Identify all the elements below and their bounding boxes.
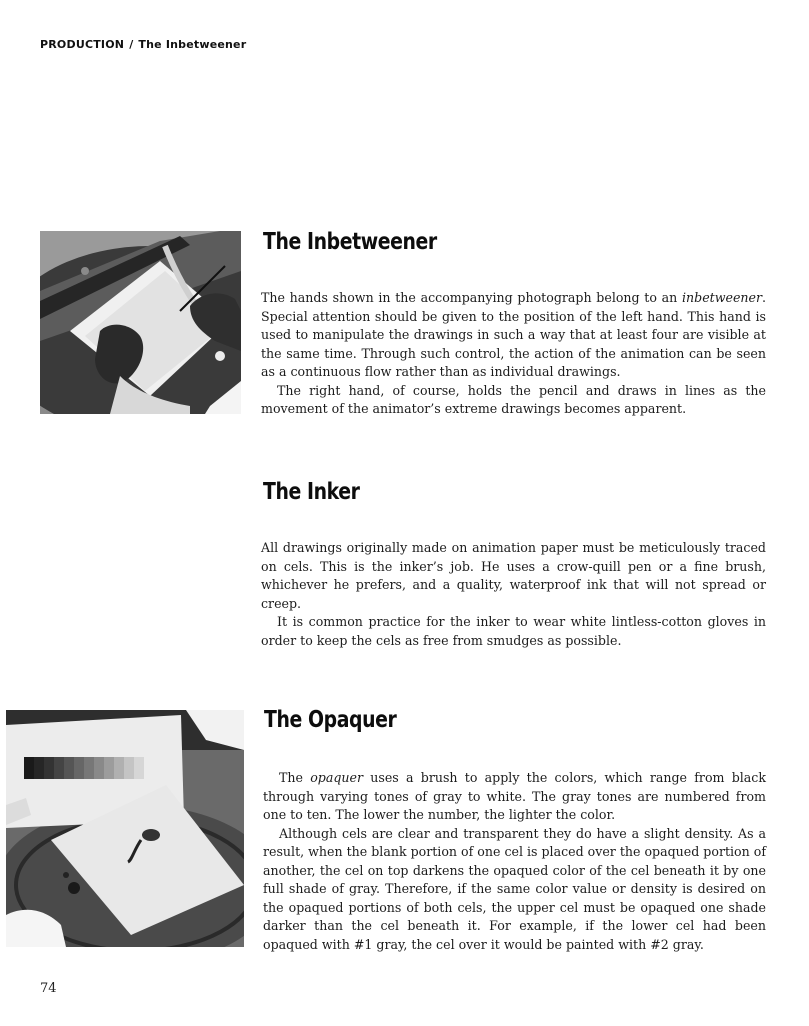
paragraph-text: The hands shown in the accompanying photograph belong to an [261, 290, 682, 305]
section-title-opaquer: The Opaquer [264, 707, 397, 733]
paragraph-text: . Special attention should be given to the position of the left hand. This hand is used to manipulate the drawings in such a way that at least four are visible at the same time. Through such control, the action of the animation can be seen as a continuous flow rather than as individual drawings. [261, 290, 766, 379]
section-body-opaquer [263, 769, 766, 954]
paragraph: The right hand, of course, holds the pencil and draws in lines as the movement of the animator’s extreme drawings becomes apparent. [261, 382, 766, 416]
running-head-section: PRODUCTION [40, 38, 125, 51]
paragraph: Although cels are clear and transparent they do have a slight density. As a result, when the blank portion of one cel is placed over the opaqued portion of another, the cel on top darkens the opaqued color of the cel beneath it by one full shade of gray. Therefore, if the same color value or density is desired on the opaqued portions of both cels, the upper cel must be opaqued one shade darker than the cel beneath it. For example, if the lower cel had been opaqued with #1 gray, the cel over it would be painted with #2 gray. [263, 825, 766, 952]
section-title-inker: The Inker [263, 479, 360, 505]
opaquer-photo [6, 710, 244, 947]
opaquer-photo-illustration [6, 710, 244, 947]
emphasized-term: inbetweener [682, 290, 762, 305]
section-body-inbetweener [261, 289, 766, 419]
inbetweener-photo-illustration [40, 231, 241, 414]
inbetweener-photo [40, 231, 241, 414]
running-head [40, 38, 246, 51]
paragraph [261, 289, 766, 382]
paragraph [263, 769, 766, 825]
emphasized-term: opaquer [310, 770, 364, 785]
running-head-subsection: The Inbetweener [138, 38, 247, 51]
running-head-separator: / [129, 38, 134, 51]
paragraph-text: The [279, 770, 311, 785]
section-body-inker [261, 539, 766, 650]
page-number: 74 [40, 981, 57, 996]
paragraph: All drawings originally made on animation paper must be meticulously traced on cels. This is the inker’s job. He uses a crow-quill pen or a fine brush, whichever he prefers, and a quality, waterproof ink that will not spread or creep. [261, 540, 766, 611]
paragraph-text: uses a brush to apply the colors, which range from black through varying tones of gray to white. The gray tones are numbered from one to ten. The lower the number, the lighter the color. [263, 770, 766, 822]
section-title-inbetweener: The Inbetweener [263, 229, 437, 255]
paragraph: It is common practice for the inker to wear white lintless-cotton gloves in order to keep the cels as free from smudges as possible. [261, 614, 766, 648]
